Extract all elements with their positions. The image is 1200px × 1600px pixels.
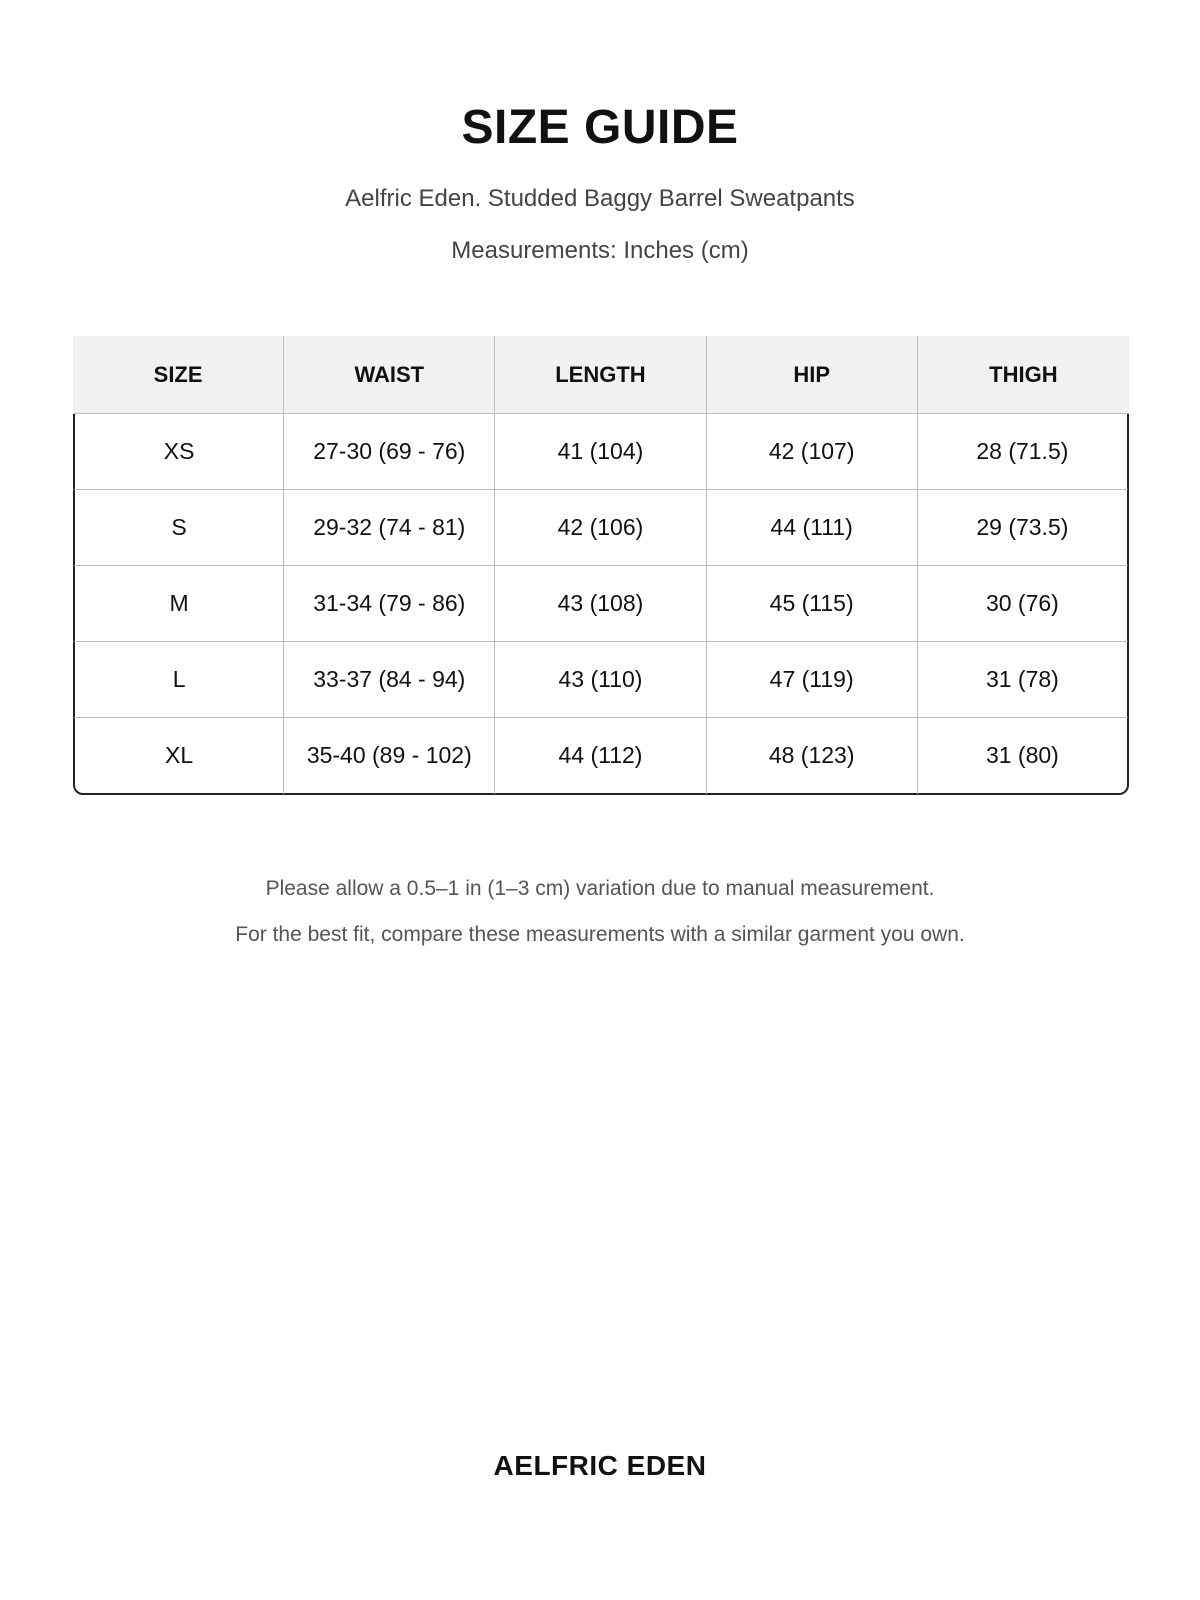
cell-hip: 45 (115): [707, 566, 918, 642]
cell-size: XS: [73, 414, 284, 490]
cell-waist: 27-30 (69 - 76): [284, 414, 495, 490]
page-title: SIZE GUIDE: [461, 101, 739, 154]
column-header-waist: WAIST: [284, 336, 495, 414]
cell-hip: 44 (111): [707, 490, 918, 566]
cell-thigh: 28 (71.5): [918, 414, 1129, 490]
column-header-hip: HIP: [707, 336, 918, 414]
table-header-row: [73, 336, 1129, 414]
cell-thigh: 30 (76): [918, 566, 1129, 642]
cell-length: 42 (106): [495, 490, 706, 566]
variation-note: Please allow a 0.5–1 in (1–3 cm) variation due to manual measurement.: [265, 877, 935, 900]
cell-hip: 47 (119): [707, 642, 918, 718]
cell-thigh: 31 (78): [918, 642, 1129, 718]
table-row: [73, 718, 1129, 795]
column-header-length: LENGTH: [495, 336, 706, 414]
cell-length: 43 (110): [495, 642, 706, 718]
cell-hip: 48 (123): [707, 718, 918, 795]
cell-waist: 29-32 (74 - 81): [284, 490, 495, 566]
cell-size: S: [73, 490, 284, 566]
cell-thigh: 31 (80): [918, 718, 1129, 795]
cell-length: 44 (112): [495, 718, 706, 795]
cell-size: M: [73, 566, 284, 642]
column-header-thigh: THIGH: [918, 336, 1129, 414]
cell-waist: 31-34 (79 - 86): [284, 566, 495, 642]
cell-size: XL: [73, 718, 284, 795]
size-table: [73, 336, 1129, 795]
table-row: [73, 490, 1129, 566]
brand-logo-text: AELFRIC EDEN: [493, 1450, 707, 1481]
cell-waist: 33-37 (84 - 94): [284, 642, 495, 718]
cell-length: 41 (104): [495, 414, 706, 490]
table-row: [73, 414, 1129, 490]
product-name: Aelfric Eden. Studded Baggy Barrel Sweatpants: [345, 185, 855, 212]
size-table-container: [73, 336, 1129, 795]
cell-size: L: [73, 642, 284, 718]
table-row: [73, 566, 1129, 642]
cell-thigh: 29 (73.5): [918, 490, 1129, 566]
cell-hip: 42 (107): [707, 414, 918, 490]
column-header-size: SIZE: [73, 336, 284, 414]
measurement-units: Measurements: Inches (cm): [451, 237, 749, 264]
cell-waist: 35-40 (89 - 102): [284, 718, 495, 795]
fit-note: For the best fit, compare these measurements with a similar garment you own.: [235, 923, 965, 946]
cell-length: 43 (108): [495, 566, 706, 642]
table-row: [73, 642, 1129, 718]
